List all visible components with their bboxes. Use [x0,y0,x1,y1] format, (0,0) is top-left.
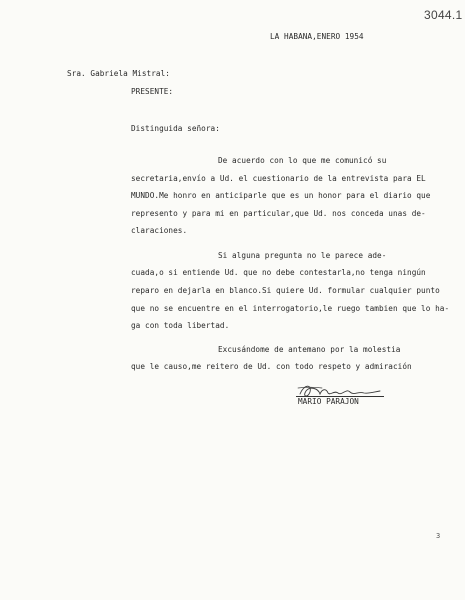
body-line: que no se encuentre en el interrogatorio,le ruego tambien que lo ha- [131,304,450,313]
body-line: Excusándome de antemano por la molestia [218,345,401,354]
body-line: claraciones. [131,226,188,235]
salutation: Distinguida señora: [131,124,220,133]
place-date: LA HABANA,ENERO 1954 [270,32,364,41]
archive-number: 3044.1 [424,8,463,22]
body-line: que le causo,me reitero de Ud. con todo respeto y admiración [131,362,412,371]
body-line: cuada,o si entiende Ud. que no debe contestarla,no tenga ningún [131,268,426,277]
presente: PRESENTE: [131,87,174,96]
body-line: reparo en dejarla en blanco.Si quiere Ud. formular cualquier punto [131,286,440,295]
body-line: ga con toda libertad. [131,321,230,330]
body-line: secretaria,envío a Ud. el cuestionario de la entrevista para EL [131,174,426,183]
body-line: De acuerdo con lo que me comunicó su [218,156,387,165]
recipient: Sra. Gabriela Mistral: [67,69,170,78]
page-mark: 3 [436,532,441,540]
body-line: Si alguna pregunta no le parece ade- [218,251,387,260]
body-line: represento y para mi en particular,que Ud. nos conceda unas de- [131,209,426,218]
body-line: MUNDO.Me honro en anticiparle que es un honor para el diario que [131,191,431,200]
signer-name: MARIO PARAJON [298,397,359,406]
